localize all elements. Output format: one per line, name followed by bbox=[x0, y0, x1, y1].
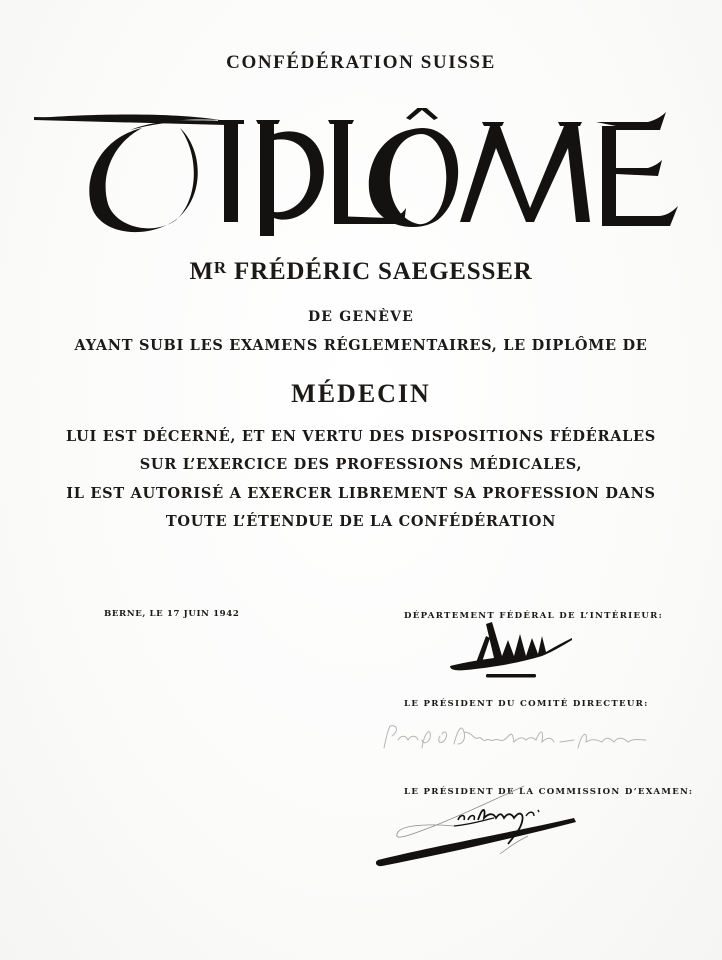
diploma-title bbox=[30, 108, 690, 240]
signature-label-committee-president: LE PRÉSIDENT DU COMITÉ DIRECTEUR: bbox=[404, 699, 649, 709]
issuer-heading: CONFÉDÉRATION SUISSE bbox=[226, 52, 496, 73]
recipient-name bbox=[0, 258, 722, 286]
recipient-honorific-sup: R bbox=[213, 258, 227, 277]
recipient-honorific: M bbox=[189, 258, 214, 285]
signature-label-interior-department: DÉPARTEMENT FÉDÉRAL DE L’INTÉRIEUR: bbox=[404, 611, 664, 621]
body-line-3: IL EST AUTORISÉ A EXERCER LIBREMENT SA PROFESSION DANS bbox=[66, 485, 656, 502]
recipient-full-name: FRÉDÉRIC SAEGESSER bbox=[234, 258, 533, 285]
signature-interior-department-icon bbox=[446, 616, 576, 682]
body-line-1: LUI EST DÉCERNÉ, ET EN VERTU DES DISPOSITIONS FÉDÉRALES bbox=[66, 428, 656, 445]
body-line-4: TOUTE L’ÉTENDUE DE LA CONFÉDÉRATION bbox=[165, 513, 557, 530]
signature-label-exam-commission-president: LE PRÉSIDENT DE LA COMMISSION D’EXAMEN: bbox=[404, 787, 694, 797]
recipient-origin: DE GENÈVE bbox=[307, 309, 415, 325]
title-swash-icon bbox=[30, 108, 690, 240]
intro-line: AYANT SUBI LES EXAMENS RÉGLEMENTAIRES, LE DIPLÔME DE bbox=[74, 337, 648, 354]
place-and-date: BERNE, LE 17 JUIN 1942 bbox=[104, 609, 240, 619]
signature-committee-president-icon bbox=[378, 718, 658, 758]
profession-title: MÉDECIN bbox=[291, 379, 431, 408]
signature-exam-commission-president-icon bbox=[374, 780, 594, 870]
body-line-2: SUR L’EXERCICE DES PROFESSIONS MÉDICALES, bbox=[139, 456, 583, 473]
